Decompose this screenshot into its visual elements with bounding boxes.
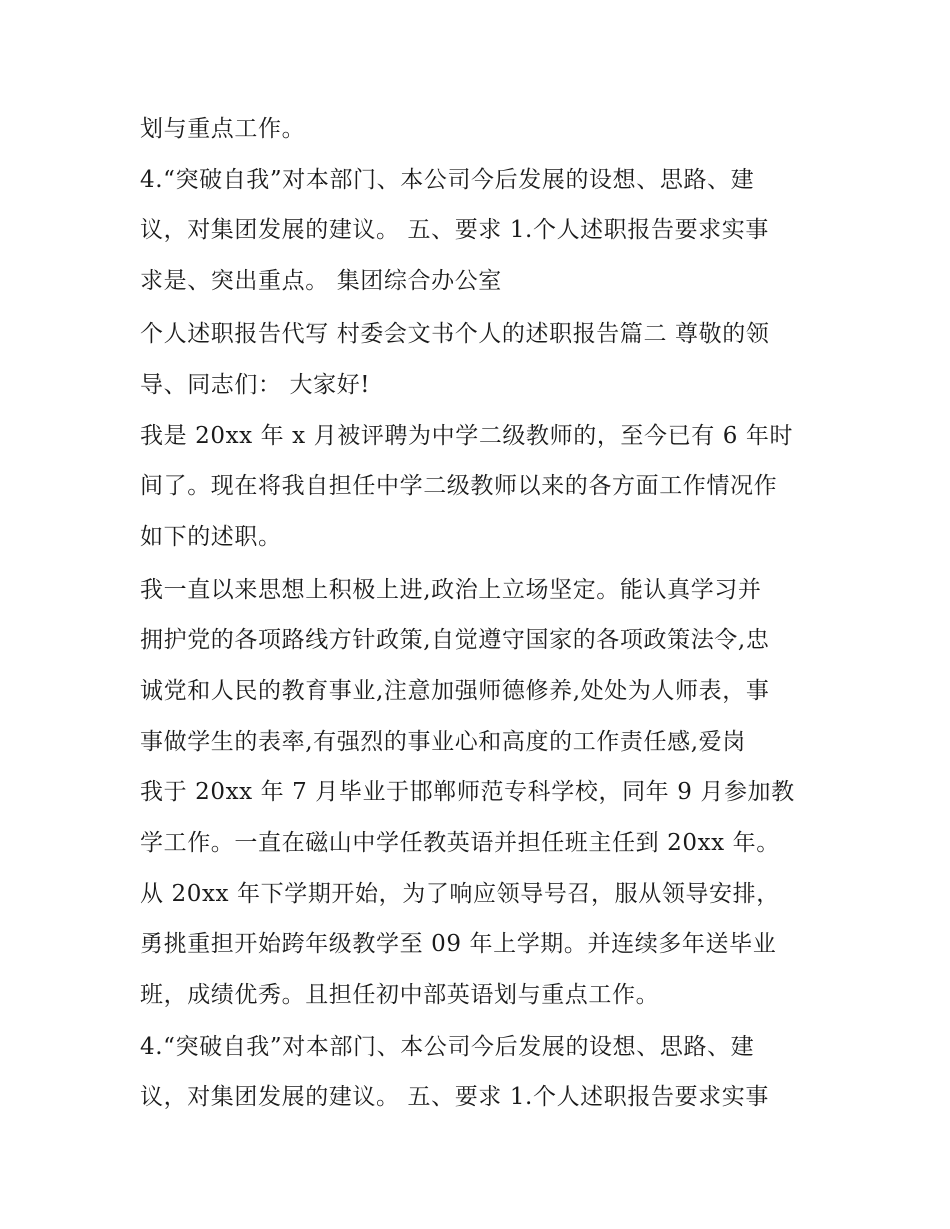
text-line: 班，成绩优秀。且担任初中部英语划与重点工作。 — [140, 982, 660, 1008]
text-line: 议，对集团发展的建议。 五、要求 1.个人述职报告要求实事 — [140, 217, 769, 243]
text-line: 拥护党的各项路线方针政策,自觉遵守国家的各项政策法令,忠 — [140, 627, 770, 653]
text-line: 学工作。一直在磁山中学任教英语并担任班主任到 20xx 年。 — [140, 830, 780, 856]
text-line: 从 20xx 年下学期开始，为了响应领导号召，服从领导安排， — [140, 881, 780, 907]
text-line: 议，对集团发展的建议。 五、要求 1.个人述职报告要求实事 — [140, 1084, 769, 1110]
text-line: 个人述职报告代写 村委会文书个人的述职报告篇二 尊敬的领 — [140, 321, 770, 347]
text-line: 勇挑重担开始跨年级教学至 09 年上学期。并连续多年送毕业 — [140, 931, 777, 957]
text-line: 诚党和人民的教育事业,注意加强师德修养,处处为人师表，事 — [140, 678, 770, 704]
text-line: 划与重点工作。 — [140, 116, 306, 142]
text-line: 如下的述职。 — [140, 524, 282, 550]
text-line: 4.“突破自我”对本部门、本公司今后发展的设想、思路、建 — [140, 1034, 755, 1060]
text-line: 我一直以来思想上积极上进,政治上立场坚定。能认真学习并 — [140, 577, 762, 603]
text-line: 事做学生的表率,有强烈的事业心和高度的工作责任感,爱岗 — [140, 729, 746, 755]
text-line: 间了。现在将我自担任中学二级教师以来的各方面工作情况作 — [140, 473, 778, 499]
text-line: 4.“突破自我”对本部门、本公司今后发展的设想、思路、建 — [140, 167, 755, 193]
text-line: 我是 20xx 年 x 月被评聘为中学二级教师的，至今已有 6 年时 — [140, 423, 794, 449]
text-line: 导、同志们： 大家好! — [140, 372, 371, 398]
text-line: 我于 20xx 年 7 月毕业于邯郸师范专科学校，同年 9 月参加教 — [140, 779, 795, 805]
text-line: 求是、突出重点。 集团综合办公室 — [140, 268, 502, 294]
